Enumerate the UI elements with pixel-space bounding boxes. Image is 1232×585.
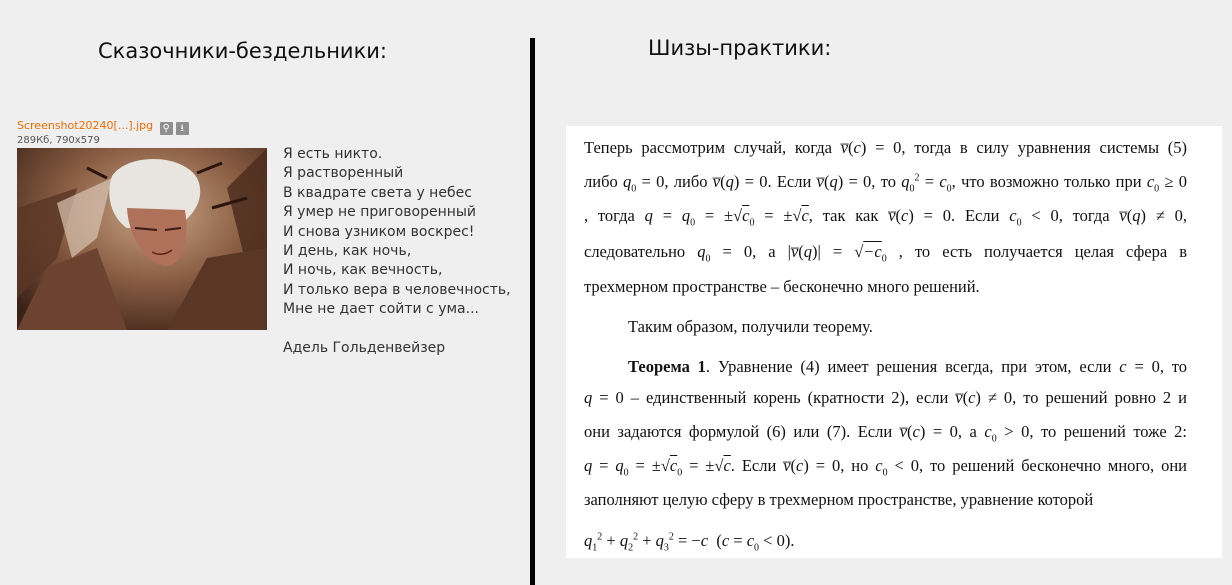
paper-line: Таким образом, получили теорему. (628, 317, 873, 336)
paper-line: они задаются формулой (6) или (7). Если v̅(c) = 0, а $c_0 > 0$, то решений тоже 2: (584, 422, 1188, 445)
paper-line: $q = q_0 = \pm√c_0 = \pm√c$. Если v̅(c) = 0, но $c_0 < 0$, то решений бесконечно много, они (584, 456, 1187, 479)
paper-line: следовательно $q_0 = 0$, а |v̅(q)| = $√-c_0$ , то есть получается целая сфера в (584, 242, 1188, 265)
paper-line: либо $q_0 = 0$, либо v̅(q) = 0. Если v̅(q) = 0, то $q_0^2 = c_0$, что возможно только при $c_0 \ge 0$ (584, 172, 1188, 195)
paper-line: Теорема 1. Уравнение (4) имеет решения всегда, при этом, если c = 0, то (628, 357, 1188, 376)
right-column-title: Шизы-практики: (648, 36, 832, 60)
poem-line: Я растворенный (283, 165, 404, 182)
search-icon[interactable]: ⚲ (160, 122, 173, 135)
math-paper-excerpt (566, 126, 1222, 558)
paper-line: Теперь рассмотрим случай, когда v̅(c) = 0, тогда в силу уравнения системы (5) (584, 138, 1187, 157)
anime-illustration (17, 148, 267, 330)
imageboard-post (17, 118, 517, 356)
file-meta: 289Кб, 790x579 (17, 135, 100, 146)
poem-line: Мне не дает сойти с ума... (283, 301, 479, 318)
poem-line: Я есть никто. (283, 146, 383, 162)
poem-author: Адель Гольденвейзер (283, 339, 446, 356)
poem-line: И ночь, как вечность, (283, 262, 443, 279)
poem-line: Я умер не приговоренный (283, 204, 477, 221)
paper-line: заполняют целую сферу в трехмерном пространстве, уравнение которой (584, 490, 1094, 509)
file-link[interactable]: Screenshot20240[...].jpg (17, 119, 154, 132)
post-text (283, 145, 511, 358)
poem-line: И только вера в человечность, (283, 281, 511, 298)
theorem-label: Теорема 1 (628, 357, 706, 376)
paper-line: , тогда $q = q_0 = \pm√c_0 = \pm√c$, так как v̅(c) = 0. Если $c_0 < 0$, тогда v̅(q) ≠ 0, (584, 206, 1187, 229)
column-divider (530, 38, 535, 585)
paper-line: q = 0 – единственный корень (кратности 2), если v̅(c) ≠ 0, то решений ровно 2 и (584, 388, 1187, 407)
poem-line: И снова узником воскрес! (283, 223, 475, 240)
post-thumbnail[interactable] (17, 148, 267, 330)
paper-line: трехмерном пространстве – бесконечно много решений. (584, 277, 980, 296)
poem-line: И день, как ночь, (283, 243, 412, 260)
download-icon[interactable]: ⭳ (176, 122, 189, 135)
paper-line: $q_1^2 + q_2^2 + q_3^2 = -c$ $(c = c_0 < 0)$. (584, 531, 795, 554)
left-column-title: Сказочники-бездельники: (98, 39, 387, 63)
poem-line: В квадрате света у небес (283, 184, 472, 201)
file-info (17, 118, 517, 133)
